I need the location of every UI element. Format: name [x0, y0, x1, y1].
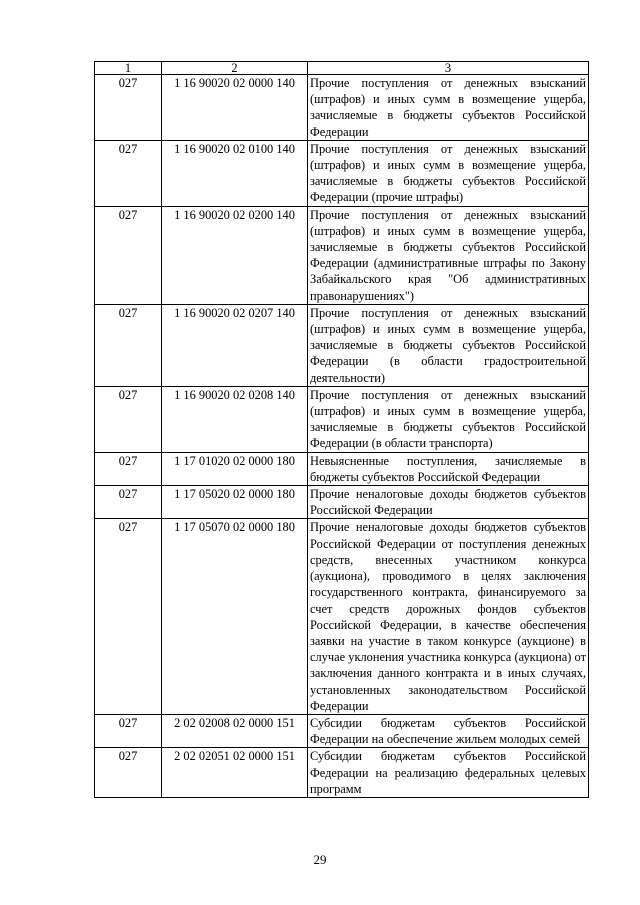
- table-row: [95, 206, 589, 304]
- budget-code-cell: 1 16 90020 02 0208 140: [162, 386, 308, 452]
- table-row: [95, 386, 589, 452]
- table-row: [95, 140, 589, 206]
- budget-code-cell: 2 02 02008 02 0000 151: [162, 714, 308, 747]
- header-col-3: 3: [308, 62, 589, 75]
- admin-code-cell: 027: [95, 386, 162, 452]
- table-row: [95, 748, 589, 798]
- budget-code-cell: 1 16 90020 02 0207 140: [162, 304, 308, 386]
- table-header-row: [95, 62, 589, 75]
- revenue-name-cell: Субсидии бюджетам субъектов Российской Федерации на реализацию федеральных целевых программ: [308, 748, 589, 798]
- budget-code-cell: 1 16 90020 02 0200 140: [162, 206, 308, 304]
- admin-code-cell: 027: [95, 304, 162, 386]
- header-col-2: 2: [162, 62, 308, 75]
- revenue-name-cell: Прочие поступления от денежных взысканий (штрафов) и иных сумм в возмещение ущерба, зачисляемые в бюджеты субъектов Российской Федерации (в области градостроительной деятельности): [308, 304, 589, 386]
- budget-code-cell: 1 17 01020 02 0000 180: [162, 452, 308, 485]
- header-col-1: 1: [95, 62, 162, 75]
- admin-code-cell: 027: [95, 714, 162, 747]
- admin-code-cell: 027: [95, 748, 162, 798]
- revenue-name-cell: Прочие неналоговые доходы бюджетов субъектов Российской Федерации: [308, 486, 589, 519]
- budget-code-cell: 1 17 05020 02 0000 180: [162, 486, 308, 519]
- admin-code-cell: 027: [95, 519, 162, 714]
- budget-code-cell: 1 16 90020 02 0100 140: [162, 140, 308, 206]
- table-row: [95, 519, 589, 714]
- revenue-codes-table: [94, 61, 589, 798]
- budget-code-cell: 1 16 90020 02 0000 140: [162, 75, 308, 141]
- revenue-name-cell: Субсидии бюджетам субъектов Российской Федерации на обеспечение жильем молодых семей: [308, 714, 589, 747]
- revenue-name-cell: Прочие поступления от денежных взысканий (штрафов) и иных сумм в возмещение ущерба, зачисляемые в бюджеты субъектов Российской Федерации: [308, 75, 589, 141]
- table-row: [95, 714, 589, 747]
- budget-code-cell: 2 02 02051 02 0000 151: [162, 748, 308, 798]
- table-row: [95, 452, 589, 485]
- table-row: [95, 75, 589, 141]
- admin-code-cell: 027: [95, 452, 162, 485]
- revenue-name-cell: Прочие неналоговые доходы бюджетов субъектов Российской Федерации от поступления денежных средств, внесенных участником конкурса (аукциона), проводимого в целях заключения государственного контракта, финансируемого за счет средств дорожных фондов субъектов Российской Федерации, в качестве обеспечения заявки на участие в таком конкурсе (аукционе) в случае уклонения участника конкурса (аукциона) от заключения данного контракта и в иных случаях, установленных законодательством Российской Федерации: [308, 519, 589, 714]
- page-number: 29: [313, 852, 327, 867]
- revenue-name-cell: Прочие поступления от денежных взысканий (штрафов) и иных сумм в возмещение ущерба, зачисляемые в бюджеты субъектов Российской Федерации (в области транспорта): [308, 386, 589, 452]
- admin-code-cell: 027: [95, 206, 162, 304]
- revenue-name-cell: Прочие поступления от денежных взысканий (штрафов) и иных сумм в возмещение ущерба, зачисляемые в бюджеты субъектов Российской Федерации (прочие штрафы): [308, 140, 589, 206]
- table-row: [95, 304, 589, 386]
- budget-code-cell: 1 17 05070 02 0000 180: [162, 519, 308, 714]
- admin-code-cell: 027: [95, 486, 162, 519]
- revenue-name-cell: Невыясненные поступления, зачисляемые в бюджеты субъектов Российской Федерации: [308, 452, 589, 485]
- table-row: [95, 486, 589, 519]
- revenue-name-cell: Прочие поступления от денежных взысканий (штрафов) и иных сумм в возмещение ущерба, зачисляемые в бюджеты субъектов Российской Федерации (административные штрафы по Закону Забайкальского края "Об административных правонарушениях"): [308, 206, 589, 304]
- admin-code-cell: 027: [95, 75, 162, 141]
- admin-code-cell: 027: [95, 140, 162, 206]
